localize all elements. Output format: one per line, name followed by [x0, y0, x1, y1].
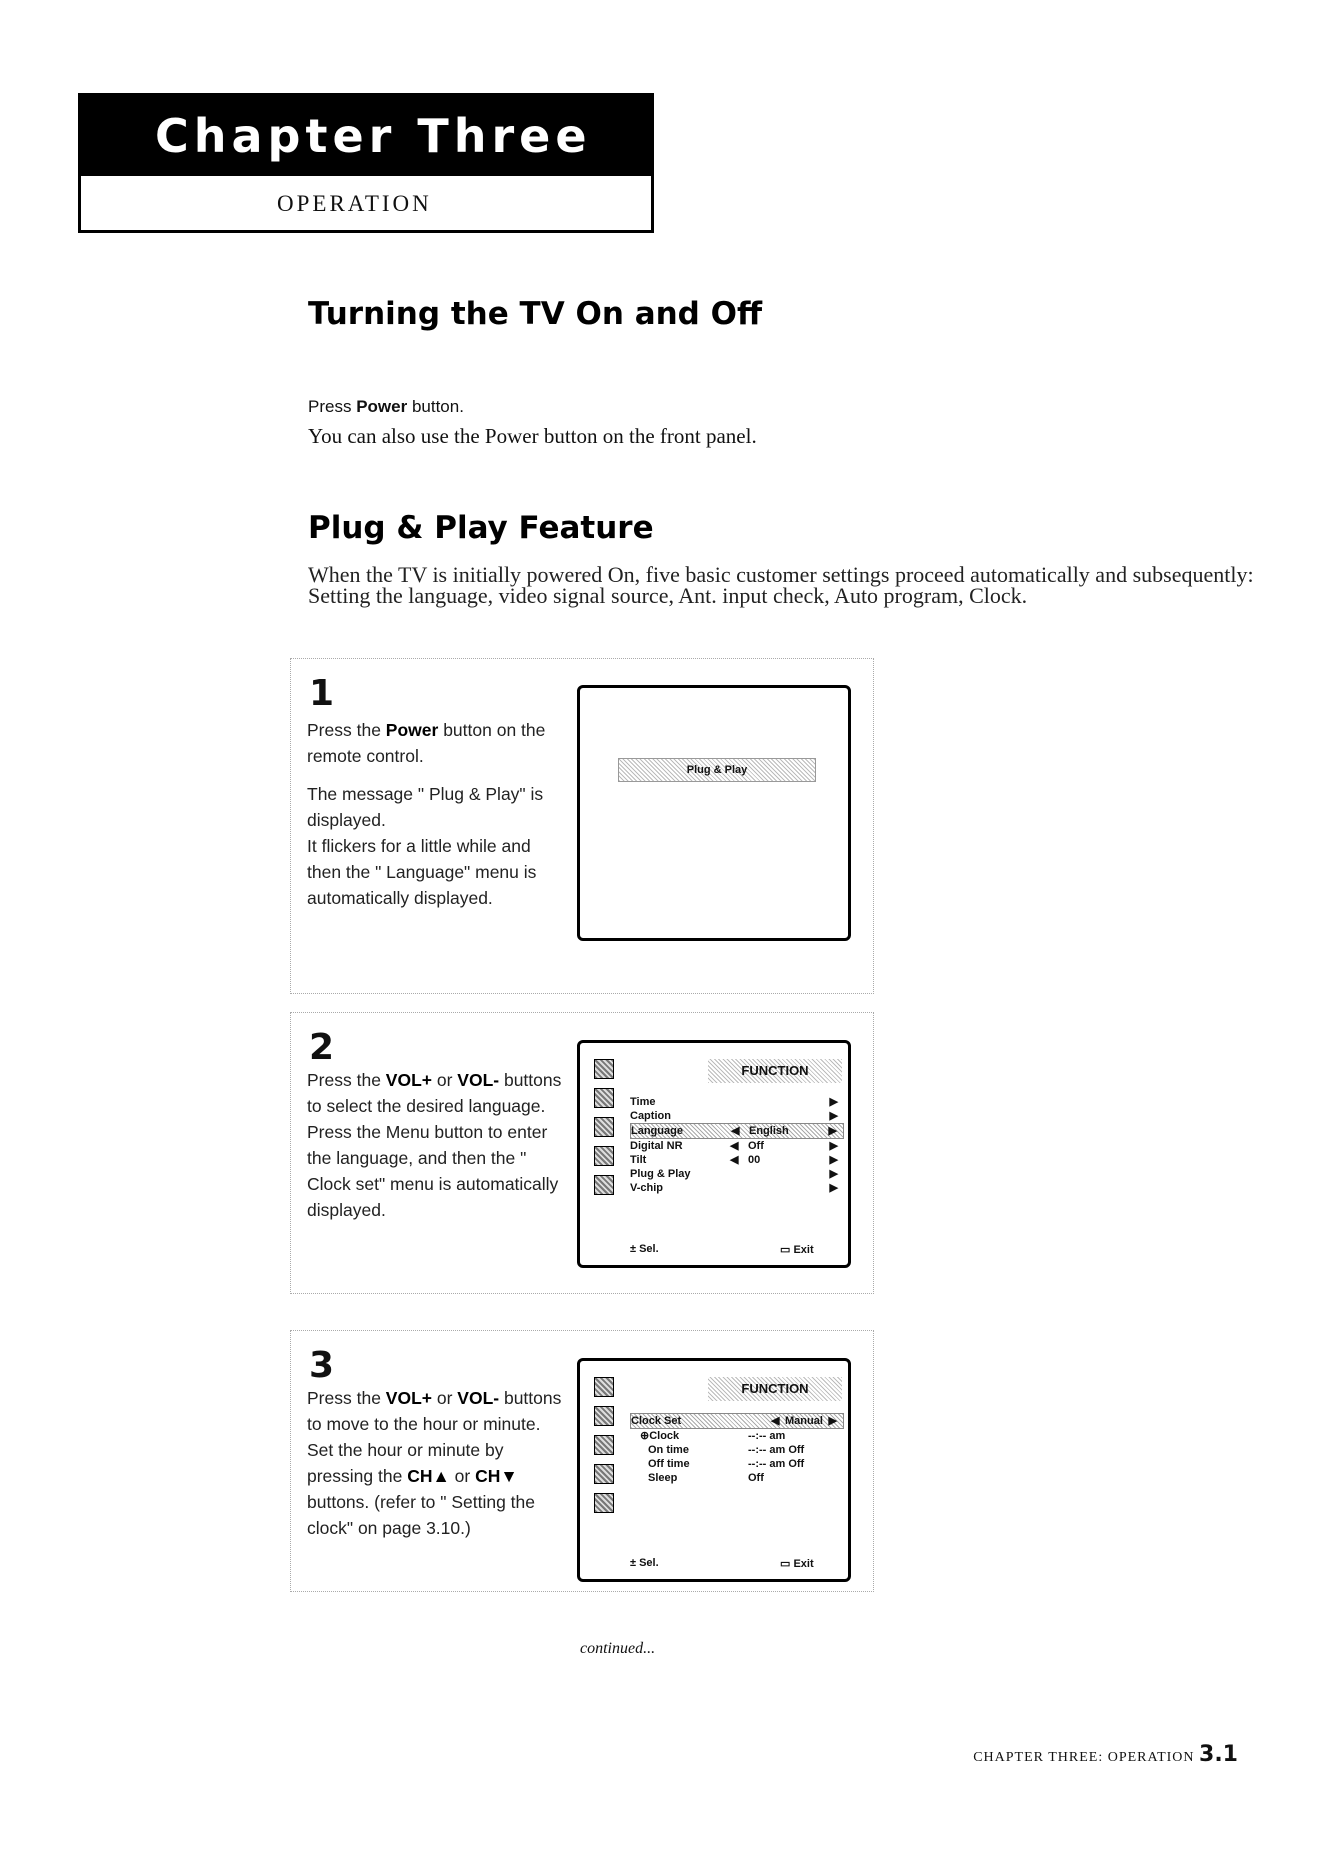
section-heading-plug-play: Plug & Play Feature: [308, 510, 654, 546]
step-number: 3: [309, 1345, 335, 1386]
section-heading-turning-on-off: Turning the TV On and Off: [308, 296, 763, 332]
side-menu-icons: [594, 1377, 616, 1522]
step-3-panel: [290, 1330, 874, 1592]
function-menu-list: [630, 1095, 844, 1195]
tv-screen-clock-set: [577, 1358, 851, 1582]
step-2-panel: [290, 1012, 874, 1294]
front-panel-note: You can also use the Power button on the front panel.: [308, 424, 757, 448]
side-menu-icons: [594, 1059, 616, 1204]
setup-icon: [594, 1175, 614, 1195]
footer-chapter-label: CHAPTER THREE: OPERATION: [973, 1750, 1195, 1765]
select-hint: ± Sel.: [630, 1557, 659, 1569]
menu-row: V-chip ▶: [630, 1182, 838, 1194]
chapter-subtitle: OPERATION: [277, 191, 432, 216]
step-number: 2: [309, 1027, 335, 1068]
menu-row-selected: Language ◀ English ▶: [630, 1123, 844, 1139]
sound-icon: [594, 1406, 614, 1426]
continued-note: continued...: [580, 1640, 656, 1657]
menu-footer: [630, 1557, 844, 1569]
function-icon: [594, 1464, 614, 1484]
chapter-title: Chapter Three: [81, 96, 651, 176]
tv-screen-function-menu: [577, 1040, 851, 1268]
menu-row: ⊕Clock --:-- am: [640, 1430, 786, 1442]
menu-row: Tilt ◀ 00 ▶: [630, 1154, 838, 1166]
step-3-text: Press the VOL+ or VOL- buttons to move to the hour or minute. Set the hour or minute by pressing the CH▲ or CH▼ buttons. (refer to " Setting the clock" on page 3.10.): [307, 1388, 562, 1538]
setup-icon: [594, 1493, 614, 1513]
menu-row: Off time --:-- am Off: [648, 1458, 805, 1470]
sound-icon: [594, 1088, 614, 1108]
menu-row: Caption ▶: [630, 1110, 838, 1122]
menu-row: Digital NR ◀ Off ▶: [630, 1140, 838, 1152]
menu-row-selected: Clock Set ◀ Manual ▶: [630, 1413, 844, 1429]
step-1-text: Press the Power button on the remote control. The message " Plug & Play" is displayed. It flickers for a little while and then the " Language" menu is automatically displayed.: [307, 720, 546, 908]
menu-row: On time --:-- am Off: [648, 1444, 805, 1456]
exit-hint: ▭ Exit: [780, 1244, 814, 1256]
step-1-panel: [290, 658, 874, 994]
power-keyword: Power: [356, 397, 408, 416]
channel-icon: [594, 1435, 614, 1455]
menu-title: FUNCTION: [708, 1377, 842, 1401]
picture-icon: [594, 1059, 614, 1079]
tv-screen-plug-play: [577, 685, 851, 941]
menu-title: FUNCTION: [708, 1059, 842, 1083]
clock-menu-list: [630, 1413, 844, 1485]
page-number: 3.1: [1199, 1742, 1238, 1767]
step-number: 1: [309, 673, 335, 714]
power-instruction: Press Power button.: [308, 397, 464, 416]
plug-play-banner: Plug & Play: [618, 758, 816, 782]
plug-play-intro: When the TV is initially powered On, five basic customer settings proceed automatically and subsequently: Setting the language, video signal source, Ant. input check, Auto program, Clock.: [308, 562, 1254, 608]
function-icon: [594, 1146, 614, 1166]
picture-icon: [594, 1377, 614, 1397]
menu-row: Plug & Play ▶: [630, 1168, 838, 1180]
menu-footer: [630, 1243, 844, 1255]
select-hint: ± Sel.: [630, 1243, 659, 1255]
menu-row: Sleep Off: [648, 1472, 764, 1484]
step-2-text: Press the VOL+ or VOL- buttons to select the desired language. Press the Menu button to enter the language, and then the " Clock set" menu is automatically displayed.: [307, 1070, 562, 1220]
page-footer: [973, 1742, 1238, 1767]
channel-icon: [594, 1117, 614, 1137]
exit-hint: ▭ Exit: [780, 1558, 814, 1570]
menu-row: Time ▶: [630, 1096, 838, 1108]
chapter-header: [78, 93, 654, 233]
